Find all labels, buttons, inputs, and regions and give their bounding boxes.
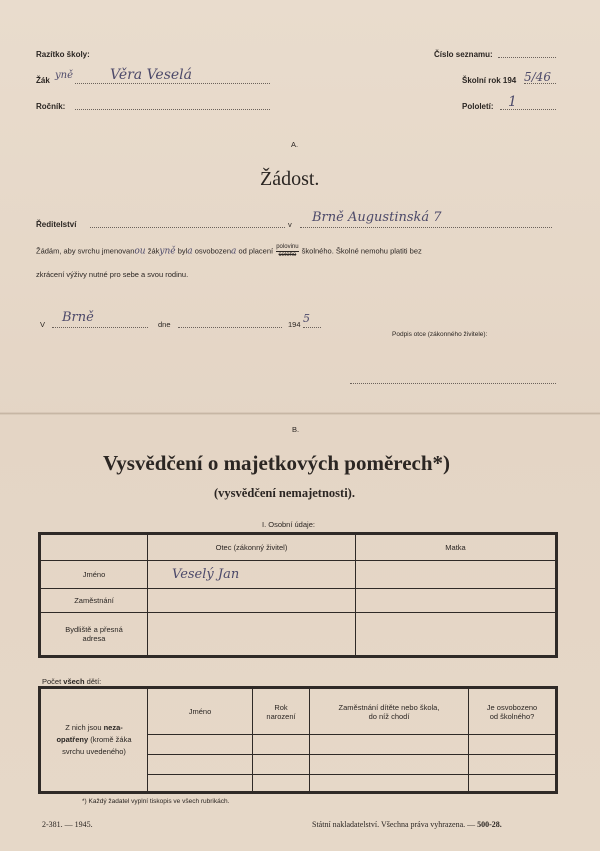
zadost-title: Žádost. [260, 168, 320, 190]
table-deti [40, 688, 556, 792]
place-v-label: V [40, 320, 46, 329]
cell-empty [469, 775, 556, 792]
cell-empty [253, 735, 310, 755]
zak-name-handwritten: Věra Veselá [110, 67, 193, 83]
address-handwritten: Brně Augustinská 7 [312, 210, 442, 225]
cislo-dotted-line [498, 57, 556, 58]
fraction [276, 244, 298, 259]
col-otec: Otec (zákonný živitel) [148, 535, 356, 561]
otec-jmeno-handwritten: Veselý Jan [172, 567, 240, 582]
side-text-3: svrchu uvedeného) [62, 747, 126, 756]
footer-print-code: 2-381. — 1945. [42, 820, 93, 829]
row-label-jmeno: Jméno [41, 561, 148, 589]
col-deti-jmeno: Jméno [148, 689, 253, 735]
otec-jmeno-cell [148, 561, 356, 589]
year-dotted-line [303, 327, 321, 328]
pocet-deti-label [42, 677, 101, 686]
zak-prefix-handwritten: yně [55, 70, 74, 81]
line1-text-c: byl [177, 246, 188, 256]
cell-empty [310, 755, 469, 775]
vysvedceni-subtitle: (vysvědčení nemajetnosti). [214, 486, 355, 500]
skolni-rok-dotted-line [524, 83, 556, 84]
dne-dotted-line [178, 327, 282, 328]
section-b-letter: B. [292, 425, 300, 434]
address-dotted-line [300, 227, 552, 228]
cell-empty [310, 735, 469, 755]
table-row-zamestnani [41, 589, 556, 613]
line1-text-d: osvobozen [194, 246, 232, 256]
footer-publisher-text: Státní nakladatelství. Všechna práva vyhrazena. — [312, 820, 476, 829]
row-label-zamestnani: Zaměstnání [41, 589, 148, 613]
pololeti-dotted-line [500, 109, 556, 110]
cislo-seznamu-label: Číslo seznamu: [434, 50, 493, 59]
matka-jmeno-cell [356, 561, 556, 589]
rok-label-2: narození [266, 711, 296, 721]
osv-label-2: od školného? [489, 711, 535, 721]
pocet-text-a: Počet [42, 677, 62, 686]
pocet-text-c: dětí: [86, 677, 102, 686]
rocnik-label: Ročník: [36, 102, 66, 111]
table-osobni-udaje [40, 534, 556, 656]
skolni-rok-label: Školní rok 194 [462, 76, 517, 85]
col-osvobozeno [469, 689, 556, 735]
pololeti-handwritten: 1 [508, 94, 517, 110]
dne-label: dne [158, 320, 171, 329]
year-label: 194 [288, 320, 301, 329]
footer-form-number: 500-28. [477, 820, 502, 829]
osobni-udaje-heading: I. Osobní údaje: [262, 520, 315, 529]
table-row-bydliste [41, 613, 556, 656]
otec-bydliste-cell [148, 613, 356, 656]
footer-publisher [312, 820, 502, 829]
zam-label-2: do níž chodí [368, 711, 410, 721]
signature-dotted-line [350, 383, 556, 384]
line1-hw-1: ou [134, 246, 146, 257]
line1-hw-3: a [187, 246, 193, 257]
reditelstvi-dotted-line [90, 227, 285, 228]
signature-label: Podpis otce (zákonného živitele): [392, 331, 488, 338]
zadost-line-1 [36, 244, 422, 259]
deti-side-label [41, 689, 148, 792]
zam-label-1: Zaměstnání dítěte nebo škola, [338, 702, 440, 712]
osv-label-1: Je osvobozeno [486, 702, 538, 712]
vysvedceni-title: Vysvědčení o majetkových poměrech*) [103, 451, 451, 475]
matka-bydliste-cell [356, 613, 556, 656]
footnote: *) Každý žadatel vyplní tiskopis ve všech rubrikách. [82, 798, 230, 805]
table-osobni-header-row [41, 535, 556, 561]
table-row-jmeno [41, 561, 556, 589]
side-text-1b: neza- [103, 723, 123, 732]
cell-empty [469, 755, 556, 775]
zak-label: Žák [36, 76, 50, 85]
line1-text-f: školného. Školné nemohu platiti bez [301, 246, 422, 256]
rocnik-dotted-line [75, 109, 270, 110]
col-zamestnani-ditete [310, 689, 469, 735]
place-handwritten: Brně [62, 310, 94, 325]
cell-empty [469, 735, 556, 755]
side-text-2b: (kromě žáka [90, 735, 132, 744]
skolni-rok-handwritten: 5/46 [524, 70, 551, 84]
reditelstvi-label: Ředitelství [36, 220, 77, 229]
line1-text-a: Žádám, aby svrchu jmenovan [36, 246, 135, 256]
cell-empty [148, 755, 253, 775]
pololeti-label: Pololetí: [462, 102, 494, 111]
year-handwritten: 5 [303, 312, 310, 325]
cell-empty [253, 775, 310, 792]
bydliste-label-1: Bydliště a přesná [65, 625, 123, 634]
section-a-letter: A. [291, 140, 299, 149]
line1-hw-4: a [231, 246, 237, 257]
zak-dotted-line [75, 83, 270, 84]
line1-hw-2: yně [159, 246, 176, 257]
line1-text-b: žák [147, 246, 160, 256]
cell-empty [148, 735, 253, 755]
bydliste-label-2: adresa [82, 634, 106, 643]
zadost-line-2: zkrácení výživy nutné pro sebe a svou rodinu. [36, 270, 189, 279]
otec-zamestnani-cell [148, 589, 356, 613]
cell-empty [310, 775, 469, 792]
fraction-bottom: celého [278, 252, 297, 258]
pocet-text-b: všech [63, 677, 85, 686]
corner-cell [41, 535, 148, 561]
side-text-1a: Z nich jsou [65, 723, 102, 732]
fraction-top: polovinu [276, 244, 299, 250]
col-matka: Matka [356, 535, 556, 561]
rok-label-1: Rok [274, 702, 288, 712]
cell-empty [253, 755, 310, 775]
line1-text-e: od placení [238, 246, 274, 256]
row-label-bydliste [41, 613, 148, 656]
table-deti-header-row [41, 689, 556, 735]
page-fold [0, 412, 600, 415]
cell-empty [148, 775, 253, 792]
matka-zamestnani-cell [356, 589, 556, 613]
place-dotted-line [52, 327, 148, 328]
col-rok-narozeni [253, 689, 310, 735]
side-text-2a: opatřeny [56, 735, 89, 744]
razitko-label: Razítko školy: [36, 50, 90, 59]
reditelstvi-v-label: v [288, 220, 292, 229]
